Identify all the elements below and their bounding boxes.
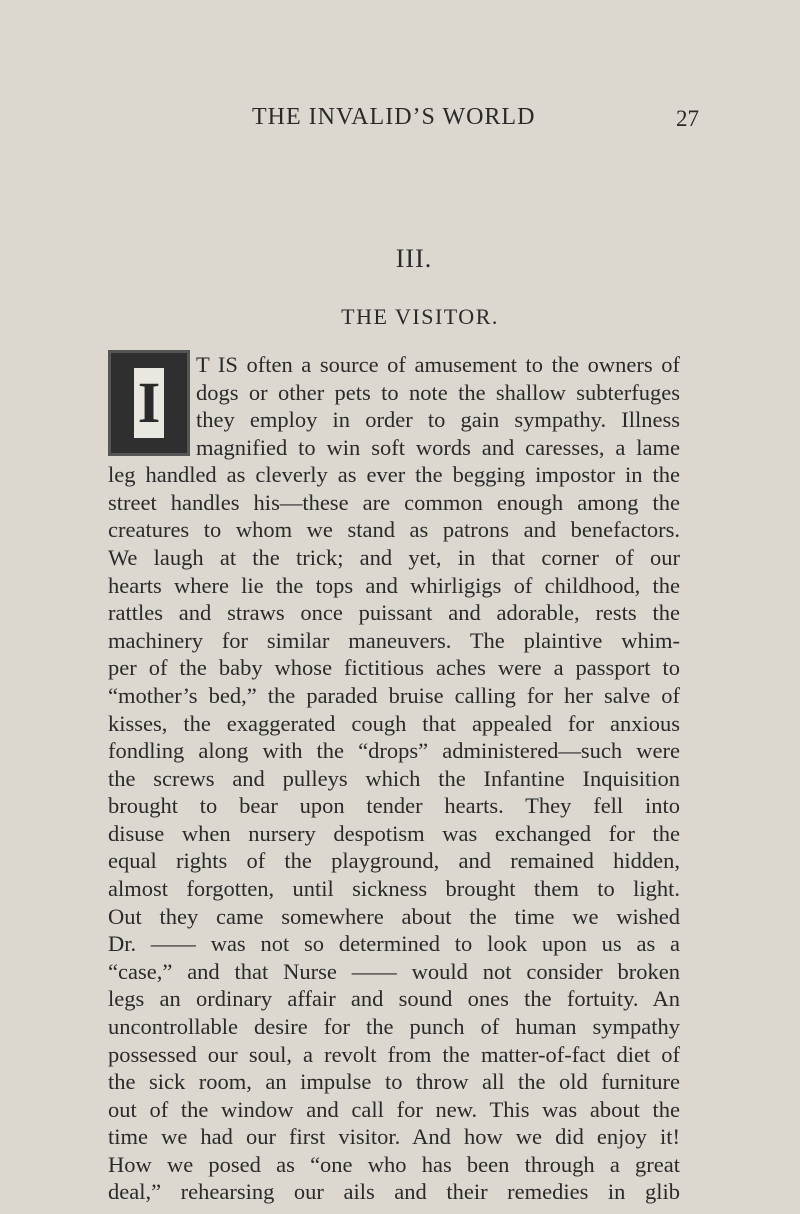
body-line: they employ in order to gain sympathy. Illness <box>196 407 680 433</box>
body-line: per of the baby whose fictitious aches were a passport to <box>108 655 680 681</box>
drop-cap-initial <box>108 350 190 456</box>
running-head: THE INVALID’S WORLD <box>252 104 536 130</box>
chapter-title: THE VISITOR. <box>341 304 499 329</box>
body-line: We laugh at the trick; and yet, in that corner of our <box>108 545 680 571</box>
body-line: legs an ordinary affair and sound ones the fortuity. An <box>108 986 680 1012</box>
body-line: machinery for similar maneuvers. The plaintive whim- <box>108 627 680 653</box>
body-line: kisses, the exaggerated cough that appealed for anxious <box>108 710 680 736</box>
body-line: magnified to win soft words and caresses, a lame <box>196 434 680 460</box>
body-line: possessed our soul, a revolt from the matter-of-fact diet of <box>108 1041 680 1067</box>
body-line: Dr. —— was not so determined to look upon us as a <box>108 931 680 957</box>
body-line: brought to bear upon tender hearts. They fell into <box>108 793 680 819</box>
body-line: equal rights of the playground, and remained hidden, <box>108 848 680 874</box>
body-line: disuse when nursery despotism was exchanged for the <box>108 820 680 846</box>
body-line: fondling along with the “drops” administered—such were <box>108 738 680 764</box>
body-line: creatures to whom we stand as patrons and benefactors. <box>108 517 680 543</box>
body-line: hearts where lie the tops and whirligigs of childhood, the <box>108 572 680 598</box>
body-line: “case,” and that Nurse —— would not consider broken <box>108 958 680 984</box>
body-line: the screws and pulleys which the Infantine Inquisition <box>108 765 680 791</box>
body-line: leg handled as cleverly as ever the begging impostor in the <box>108 462 680 488</box>
body-line: “mother’s bed,” the paraded bruise calling for her salve of <box>108 682 680 708</box>
body-line: Out they came somewhere about the time we wished <box>108 903 680 929</box>
body-line: out of the window and call for new. This was about the <box>108 1096 680 1122</box>
drop-cap-letter: I <box>134 368 164 438</box>
body-line: T IS often a source of amusement to the owners of <box>196 352 680 377</box>
body-line: rattles and straws once puissant and adorable, rests the <box>108 600 680 626</box>
body-line: almost forgotten, until sickness brought them to light. <box>108 876 680 902</box>
body-line: street handles his—these are common enough among the <box>108 489 680 515</box>
body-line: deal,” rehearsing our ails and their remedies in glib <box>108 1179 680 1205</box>
chapter-numeral: III. <box>395 244 433 273</box>
page-number: 27 <box>676 106 699 131</box>
body-line: the sick room, an impulse to throw all the old furniture <box>108 1069 680 1095</box>
body-line: uncontrollable desire for the punch of human sympathy <box>108 1013 680 1039</box>
body-line: time we had our first visitor. And how we did enjoy it! <box>108 1124 680 1150</box>
body-line: How we posed as “one who has been through a great <box>108 1151 680 1177</box>
body-line: dogs or other pets to note the shallow subterfuges <box>196 379 680 405</box>
